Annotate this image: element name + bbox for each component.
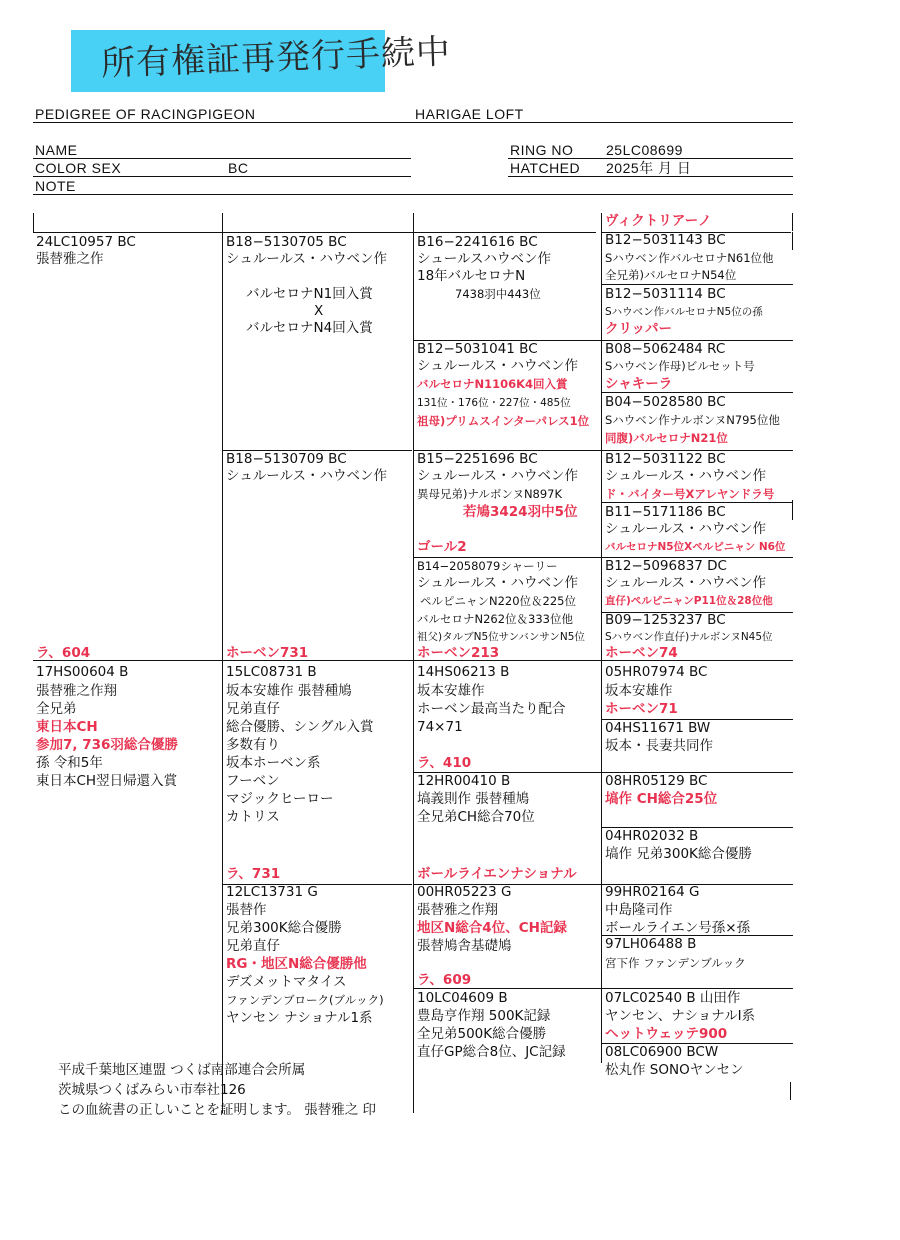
r16-ring: 08LC06900 BCW (605, 1044, 719, 1060)
r1-tag: ヴィクトリアーノ (605, 213, 712, 229)
ss-line: バルセロナN1回入賞 (246, 286, 373, 302)
r9-ring: 05HR07974 BC (605, 664, 708, 680)
r12-ring: 04HR02032 B (605, 828, 699, 844)
ds-ring: 15LC08731 B (226, 664, 317, 680)
sdd-line: シュルールス・ハウベン作 (417, 575, 579, 591)
dd-ring: 12LC13731 G (226, 884, 318, 900)
footer-line: この血統書の正しいことを証明します。 張替雅之 印 (58, 1102, 377, 1118)
r9-line: 坂本安雄作 (605, 683, 673, 699)
r4-line: 同腹)バルセロナN21位 (605, 431, 728, 445)
sticky-note-text: 所有権証再発行手続中 (100, 31, 452, 85)
r13-line: 中島隆司作 (605, 902, 673, 918)
r5-line: シュルールス・ハウベン作 (605, 468, 767, 484)
sds-ring: B15−2251696 BC (417, 451, 538, 467)
ds-line: マジックヒーロー (226, 791, 334, 807)
r11-ring: 08HR05129 BC (605, 773, 708, 789)
color-sex-value: BC (228, 160, 249, 176)
dss-line: 坂本安雄作 (417, 683, 485, 699)
sdd-tag: ゴール2 (417, 539, 467, 555)
ddd-line: 直仔GP総合8位、JC記録 (417, 1044, 566, 1060)
dds-line: 地区N総合4位、CH記録 (417, 920, 567, 936)
ds-line: カトリス (226, 809, 280, 825)
r1-line: Sハウベン作バルセロナN61位他 (605, 251, 774, 265)
dd-line: ファンデンブローク(ブルック) (226, 993, 384, 1007)
ssd-line: 131位・176位・227位・485位 (417, 397, 571, 409)
dd-line: 張替作 (226, 902, 267, 918)
r7-ring: B12−5096837 DC (605, 558, 727, 574)
r3-line: Sハウベン作母)ビルセット号 (605, 359, 755, 373)
sire-breeder: 張替雅之作 (36, 251, 104, 267)
r7-line: 直仔)ペルピニャンP11位＆28位他 (605, 595, 773, 607)
ssd-line: バルセロナN1106K4回入賞 (417, 377, 568, 391)
ds-tag: ホーベン731 (226, 645, 309, 661)
ddd-tag: ラ、609 (417, 972, 472, 988)
dd-tag: ラ、731 (226, 866, 281, 882)
r4-line: Sハウベン作ナルボンヌN795位他 (605, 413, 780, 427)
dsd-line: 全兄弟CH総合70位 (417, 809, 535, 825)
r8-ring: B09−1253237 BC (605, 612, 726, 628)
ds-line: フーベン (226, 773, 280, 789)
r16-line: 松丸作 SONOヤンセン (605, 1062, 744, 1078)
r7-line: シュルールス・ハウベン作 (605, 575, 767, 591)
ssd-line: 祖母)プリムスインターパレス1位 (417, 414, 590, 428)
ss-line: X (314, 303, 324, 319)
pedigree-title: PEDIGREE OF RACINGPIGEON (35, 106, 256, 122)
r13-ring: 99HR02164 G (605, 884, 700, 900)
footer-line: 平成千葉地区連盟 つくば南部連合会所属 (58, 1062, 306, 1078)
ds-line: 兄弟直仔 (226, 701, 280, 717)
r11-line: 塙作 CH総合25位 (605, 791, 718, 807)
note-label: NOTE (35, 178, 76, 194)
dss-line: ホーベン最高当たり配合 (417, 701, 566, 717)
dds-tag: ボールライエンナショナル (417, 866, 577, 882)
ddd-ring: 10LC04609 B (417, 990, 508, 1006)
sdd-line: ペルピニャンN220位＆225位 (420, 594, 577, 608)
dd-line: 兄弟直仔 (226, 938, 280, 954)
sds-line: 若鳩3424羽中5位 (463, 504, 578, 520)
r15-ring: 07LC02540 B 山田作 (605, 990, 741, 1006)
dam-ring: 17HS00604 B (36, 664, 129, 680)
dss-ring: 14HS06213 B (417, 664, 510, 680)
ss-ring: B18−5130705 BC (226, 234, 347, 250)
hatched-label: HATCHED (510, 160, 581, 176)
r5-line: ド・バイター号Xアレヤンドラ号 (605, 487, 775, 501)
sds-line: シュルールス・ハウベン作 (417, 468, 579, 484)
sd-ring: B18−5130709 BC (226, 451, 347, 467)
dsd-tag: ラ、410 (417, 755, 472, 771)
ssd-line: シュルールス・ハウベン作 (417, 358, 579, 374)
r1-line: 全兄弟)バルセロナN54位 (605, 268, 737, 282)
ss-line: バルセロナN4回入賞 (246, 320, 373, 336)
dds-ring: 00HR05223 G (417, 884, 512, 900)
dd-line: 兄弟300K総合優勝 (226, 920, 342, 936)
ddd-line: 豊島亨作翔 500K記録 (417, 1008, 551, 1024)
dss-tag: ホーベン213 (417, 645, 500, 661)
r14-ring: 97LH06488 B (605, 936, 697, 952)
ds-line: 坂本安雄作 張替種鳩 (226, 683, 352, 699)
r10-tag: ホーベン71 (605, 701, 678, 717)
ds-line: 坂本ホーベン系 (226, 755, 321, 771)
sss-line: 7438羽中443位 (455, 287, 541, 301)
r15-line: ヘットウェッテ900 (605, 1026, 728, 1042)
dsd-line: 塙義則作 張替種鳩 (417, 791, 530, 807)
r3-tag: クリッパー (605, 321, 672, 337)
r8-line: Sハウベン作直仔)ナルボンヌN45位 (605, 631, 773, 643)
sdd-line: 祖父)タルブN5位サンバンサンN5位 (417, 631, 585, 643)
r6-line: シュルールス・ハウベン作 (605, 521, 767, 537)
dam-tag: ラ、604 (36, 645, 91, 661)
dam-line: 全兄弟 (36, 701, 77, 717)
r14-line: 宮下作 ファンデンブルック (605, 956, 746, 970)
sss-line: シュールスハウベン作 (417, 251, 552, 267)
ssd-ring: B12−5031041 BC (417, 341, 538, 357)
sdd-line: バルセロナN262位＆333位他 (417, 612, 574, 626)
r2-line: Sハウベン作バルセロナN5位の孫 (605, 306, 763, 318)
sdd-ring: B14−2058079シャーリー (417, 559, 558, 573)
sire-ring: 24LC10957 BC (36, 234, 136, 250)
dam-line: 東日本CH (36, 719, 98, 735)
dd-line: RG・地区N総合優勝他 (226, 956, 367, 972)
hatched-value: 2025年 月 日 (606, 160, 692, 176)
loft-name: HARIGAE LOFT (415, 106, 524, 122)
dds-line: 張替鳩舎基礎鳩 (417, 938, 512, 954)
dsd-ring: 12HR00410 B (417, 773, 511, 789)
r5-ring: B12−5031122 BC (605, 451, 726, 467)
r4-ring: B04−5028580 BC (605, 394, 726, 410)
dam-line: 参加7, 736羽総合優勝 (36, 737, 178, 753)
dss-line: 74×71 (417, 719, 463, 735)
r1-ring: B12−5031143 BC (605, 232, 726, 248)
r15-line: ヤンセン、ナショナルⅠ系 (605, 1008, 756, 1024)
ddd-line: 全兄弟500K総合優勝 (417, 1026, 547, 1042)
footer-line: 茨城県つくばみらい市奉社126 (58, 1082, 246, 1098)
r6-ring: B11−5171186 BC (605, 504, 726, 520)
r12-line: 塙作 兄弟300K総合優勝 (605, 846, 752, 862)
ds-line: 総合優勝、シングル入賞 (226, 719, 374, 735)
sd-breeder: シュルールス・ハウベン作 (226, 468, 388, 484)
sss-ring: B16−2241616 BC (417, 234, 538, 250)
dam-line: 孫 令和5年 (36, 755, 103, 771)
dam-line: 張替雅之作翔 (36, 683, 117, 699)
r13-line: ボールライエン号孫×孫 (605, 920, 751, 936)
r2-ring: B12−5031114 BC (605, 286, 726, 302)
color-sex-label: COLOR SEX (35, 160, 122, 176)
sds-line: 異母兄弟)ナルボンヌN897K (417, 487, 563, 501)
sss-line: 18年バルセロナN (417, 268, 526, 284)
r6-line: バルセロナN5位Xペルピニャン N6位 (605, 541, 786, 553)
dd-line: ヤンセン ナショナル1系 (226, 1010, 373, 1026)
ss-breeder: シュルールス・ハウベン作 (226, 251, 388, 267)
dds-line: 張替雅之作翔 (417, 902, 498, 918)
r10-line: 坂本・長妻共同作 (605, 738, 713, 754)
r3-ring: B08−5062484 RC (605, 341, 726, 357)
dd-line: デズメットマタイス (226, 974, 347, 990)
r4-tag: シャキーラ (605, 376, 673, 392)
name-label: NAME (35, 142, 78, 158)
r10-ring: 04HS11671 BW (605, 720, 711, 736)
ds-line: 多数有り (226, 737, 280, 753)
ring-value: 25LC08699 (606, 142, 683, 158)
r9-tag: ホーベン74 (605, 645, 678, 661)
ring-label: RING NO (510, 142, 574, 158)
dam-line: 東日本CH翌日帰還入賞 (36, 773, 178, 789)
